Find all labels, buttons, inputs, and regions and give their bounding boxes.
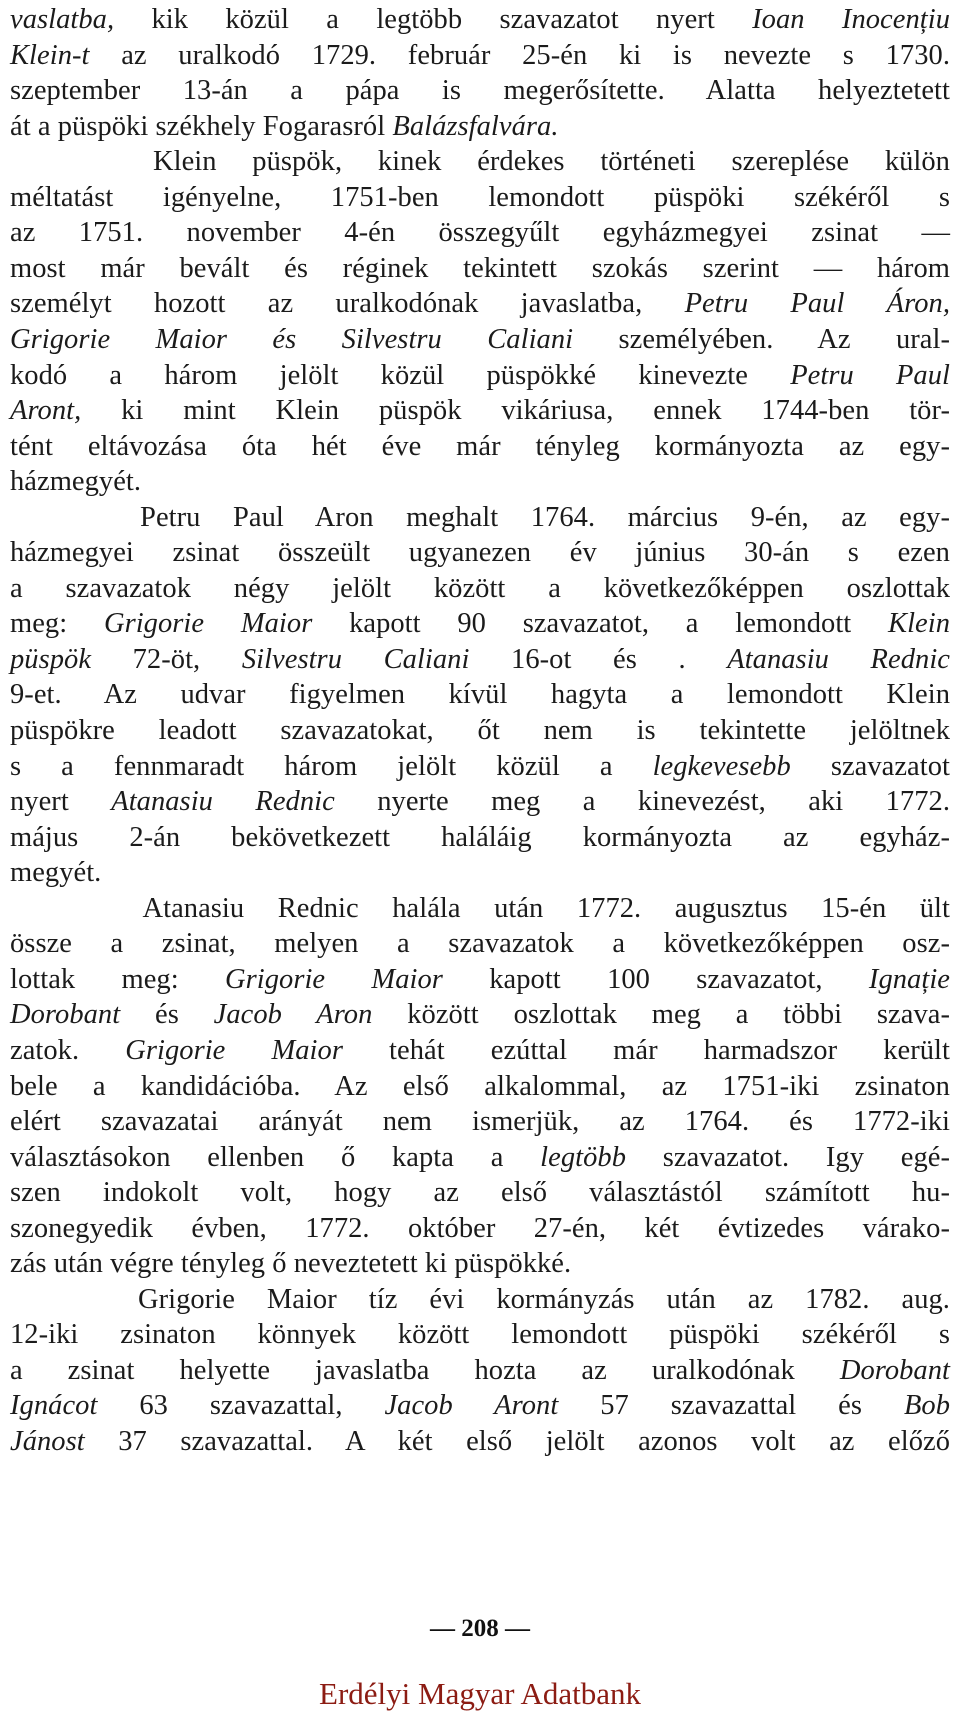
text-line	[10, 1424, 950, 1460]
text-run: 63 szavazattal,	[97, 1390, 385, 1422]
text-run: zás után végre tényleg ő neveztetett ki püspökké.	[10, 1248, 572, 1280]
text-run: 72-öt,	[91, 643, 242, 675]
text-line	[10, 891, 950, 927]
text-run: tehát ezúttal már harmadszor került	[342, 1034, 950, 1066]
italic-name-run: Jacob Aront	[384, 1390, 559, 1422]
text-line	[10, 1104, 950, 1140]
text-run: ki mint Klein püspök vikáriusa, ennek 1744-ben tör-	[81, 395, 950, 427]
text-run: zatok.	[10, 1034, 126, 1066]
italic-name-run: Atanasiu Rednic	[111, 786, 335, 818]
text-line	[10, 926, 950, 962]
text-line	[10, 606, 950, 642]
text-line	[10, 962, 950, 998]
text-line	[10, 642, 950, 678]
text-run: megyét.	[10, 857, 102, 889]
text-line	[10, 749, 950, 785]
text-run: választásokon ellenben ő kapta a	[10, 1141, 541, 1173]
italic-name-run: Atanasiu Rednic	[727, 643, 950, 675]
text-run: között oszlottak meg a többi szava-	[372, 999, 950, 1031]
italic-name-run: Dorobant	[839, 1354, 950, 1386]
text-run: és	[120, 999, 214, 1031]
text-line	[10, 500, 950, 536]
text-line	[10, 358, 950, 394]
text-line	[10, 180, 950, 216]
text-run: Klein püspök, kinek érdekes történeti szereplése külön	[10, 146, 950, 178]
italic-name-run: Klein	[888, 608, 951, 640]
italic-name-run: püspök	[10, 643, 92, 675]
text-run: át a püspöki székhely Fogarasról	[10, 110, 393, 142]
text-run: 37 szavazattal. A két első jelölt azonos volt az előző	[84, 1426, 950, 1457]
text-run: kik közül a legtöbb szavazatot nyert	[114, 4, 753, 35]
text-line	[10, 677, 950, 713]
text-line	[10, 286, 950, 322]
text-run: szavazatot. Igy egé-	[626, 1141, 950, 1173]
text-run: tént eltávozása óta hét éve már tényleg kormányozta az egy-	[10, 430, 950, 462]
text-run: méltatást igényelne, 1751-ben lemondott püspöki székéről s	[10, 181, 950, 213]
text-line	[10, 820, 950, 856]
italic-name-run: Petru Paul Áron,	[684, 288, 950, 320]
text-run: lottak meg:	[10, 963, 225, 995]
text-run: Atanasiu Rednic halála után 1772. augusztus 15-én ült	[10, 892, 950, 924]
italic-name-run: Petru Paul	[790, 359, 950, 391]
italic-name-run: Ignație	[868, 963, 950, 995]
text-run: házmegyét.	[10, 466, 142, 498]
text-line	[10, 1282, 950, 1318]
text-run: most már bevált és réginek tekintett szokás szerint — három	[10, 252, 950, 284]
text-line	[10, 1246, 950, 1282]
text-run: 9-et. Az udvar figyelmen kívül hagyta a lemondott Klein	[10, 679, 950, 711]
italic-name-run: Ioan Inocențiu	[752, 4, 950, 35]
text-line	[10, 1353, 950, 1389]
italic-name-run: Grigorie Maior	[224, 963, 443, 995]
text-run: meg:	[10, 608, 104, 640]
text-line	[10, 73, 950, 109]
italic-name-run: Grigorie Maior és Silvestru Caliani	[10, 323, 574, 355]
text-run: Petru Paul Aron meghalt 1764. március 9-én, az egy-	[10, 501, 950, 533]
text-run: nyert	[10, 786, 112, 818]
text-run: szonegyedik évben, 1772. október 27-én, két évtizedes várako-	[10, 1212, 950, 1244]
text-run: személyében. Az ural-	[573, 323, 950, 355]
text-line	[10, 464, 950, 500]
text-run: 12-iki zsinaton könnyek között lemondott püspöki székéről s	[10, 1319, 950, 1351]
text-line	[10, 1175, 950, 1211]
text-line	[10, 2, 950, 38]
italic-name-run: Ignácot	[10, 1390, 98, 1422]
text-run: kapott 100 szavazatot,	[442, 963, 869, 995]
italic-name-run: Grigorie Maior	[103, 608, 313, 640]
italic-name-run: Balázsfalvára.	[392, 110, 559, 142]
text-run: szavazatot	[790, 750, 950, 782]
text-line	[10, 1317, 950, 1353]
italic-name-run: Grigorie Maior	[125, 1034, 343, 1066]
italic-name-run: Klein-t	[10, 39, 90, 71]
text-run: püspökre leadott szavazatokat, őt nem is tekintette jelöltnek	[10, 715, 950, 746]
text-run: össze a zsinat, melyen a szavazatok a következőképpen osz-	[10, 928, 950, 960]
text-run: az 1751. november 4-én összegyűlt egyházmegyei zsinat —	[10, 217, 950, 249]
italic-name-run: Jánost	[10, 1426, 85, 1457]
italic-name-run: legkevesebb	[652, 750, 791, 782]
text-line	[10, 251, 950, 287]
text-line	[10, 571, 950, 607]
italic-name-run: Bob	[903, 1390, 950, 1422]
italic-name-run: Jacob Aron	[213, 999, 373, 1031]
italic-name-run: Dorobant	[10, 999, 121, 1031]
text-run: nyerte meg a kinevezést, aki 1772.	[334, 786, 950, 818]
text-run: május 2-án bekövetkezett haláláig kormányozta az egyház-	[10, 821, 950, 853]
text-run: Grigorie Maior tíz évi kormányzás után az 1782. aug.	[10, 1283, 950, 1315]
italic-name-run: legtöbb	[540, 1141, 627, 1173]
text-line	[10, 997, 950, 1033]
text-line	[10, 429, 950, 465]
text-line	[10, 38, 950, 74]
text-line	[10, 109, 950, 145]
text-line	[10, 1140, 950, 1176]
italic-name-run: vaslatba,	[10, 4, 115, 35]
text-line	[10, 1388, 950, 1424]
text-run: házmegyei zsinat összeült ugyanezen év június 30-án s ezen	[10, 537, 950, 569]
text-run: 16-ot és .	[469, 643, 728, 675]
footer-watermark: Erdélyi Magyar Adatbank	[319, 1676, 641, 1711]
text-line	[10, 1033, 950, 1069]
text-line	[10, 784, 950, 820]
text-run: személyt hozott az uralkodónak javaslatba,	[10, 288, 685, 320]
text-line	[10, 535, 950, 571]
text-run: az uralkodó 1729. február 25-én ki is nevezte s 1730.	[89, 39, 950, 71]
text-line	[10, 1211, 950, 1247]
text-run: bele a kandidációba. Az első alkalommal, az 1751-iki zsinaton	[10, 1070, 950, 1102]
text-run: szeptember 13-án a pápa is megerősítette. Alatta helyeztetett	[10, 75, 950, 107]
text-run: kodó a három jelölt közül püspökké kinevezte	[10, 359, 791, 391]
text-line	[10, 1069, 950, 1105]
text-line	[10, 855, 950, 891]
page-number: — 208 —	[430, 1615, 530, 1642]
text-line	[10, 322, 950, 358]
text-run: elért szavazatai arányát nem ismerjük, az 1764. és 1772-iki	[10, 1106, 950, 1138]
text-line	[10, 393, 950, 429]
text-run: szen indokolt volt, hogy az első választástól számított hu-	[10, 1177, 950, 1209]
text-run: a szavazatok négy jelölt között a következőképpen oszlottak	[10, 572, 950, 604]
text-run: 57 szavazattal és	[558, 1390, 904, 1422]
text-line	[10, 215, 950, 251]
text-run: kapott 90 szavazatot, a lemondott	[312, 608, 889, 640]
text-run: s a fennmaradt három jelölt közül a	[10, 750, 653, 782]
text-line	[10, 713, 950, 749]
italic-name-run: Silvestru Caliani	[241, 643, 470, 675]
text-run: a zsinat helyette javaslatba hozta az uralkodónak	[10, 1354, 840, 1386]
italic-name-run: Aront,	[10, 395, 82, 427]
text-line	[10, 144, 950, 180]
